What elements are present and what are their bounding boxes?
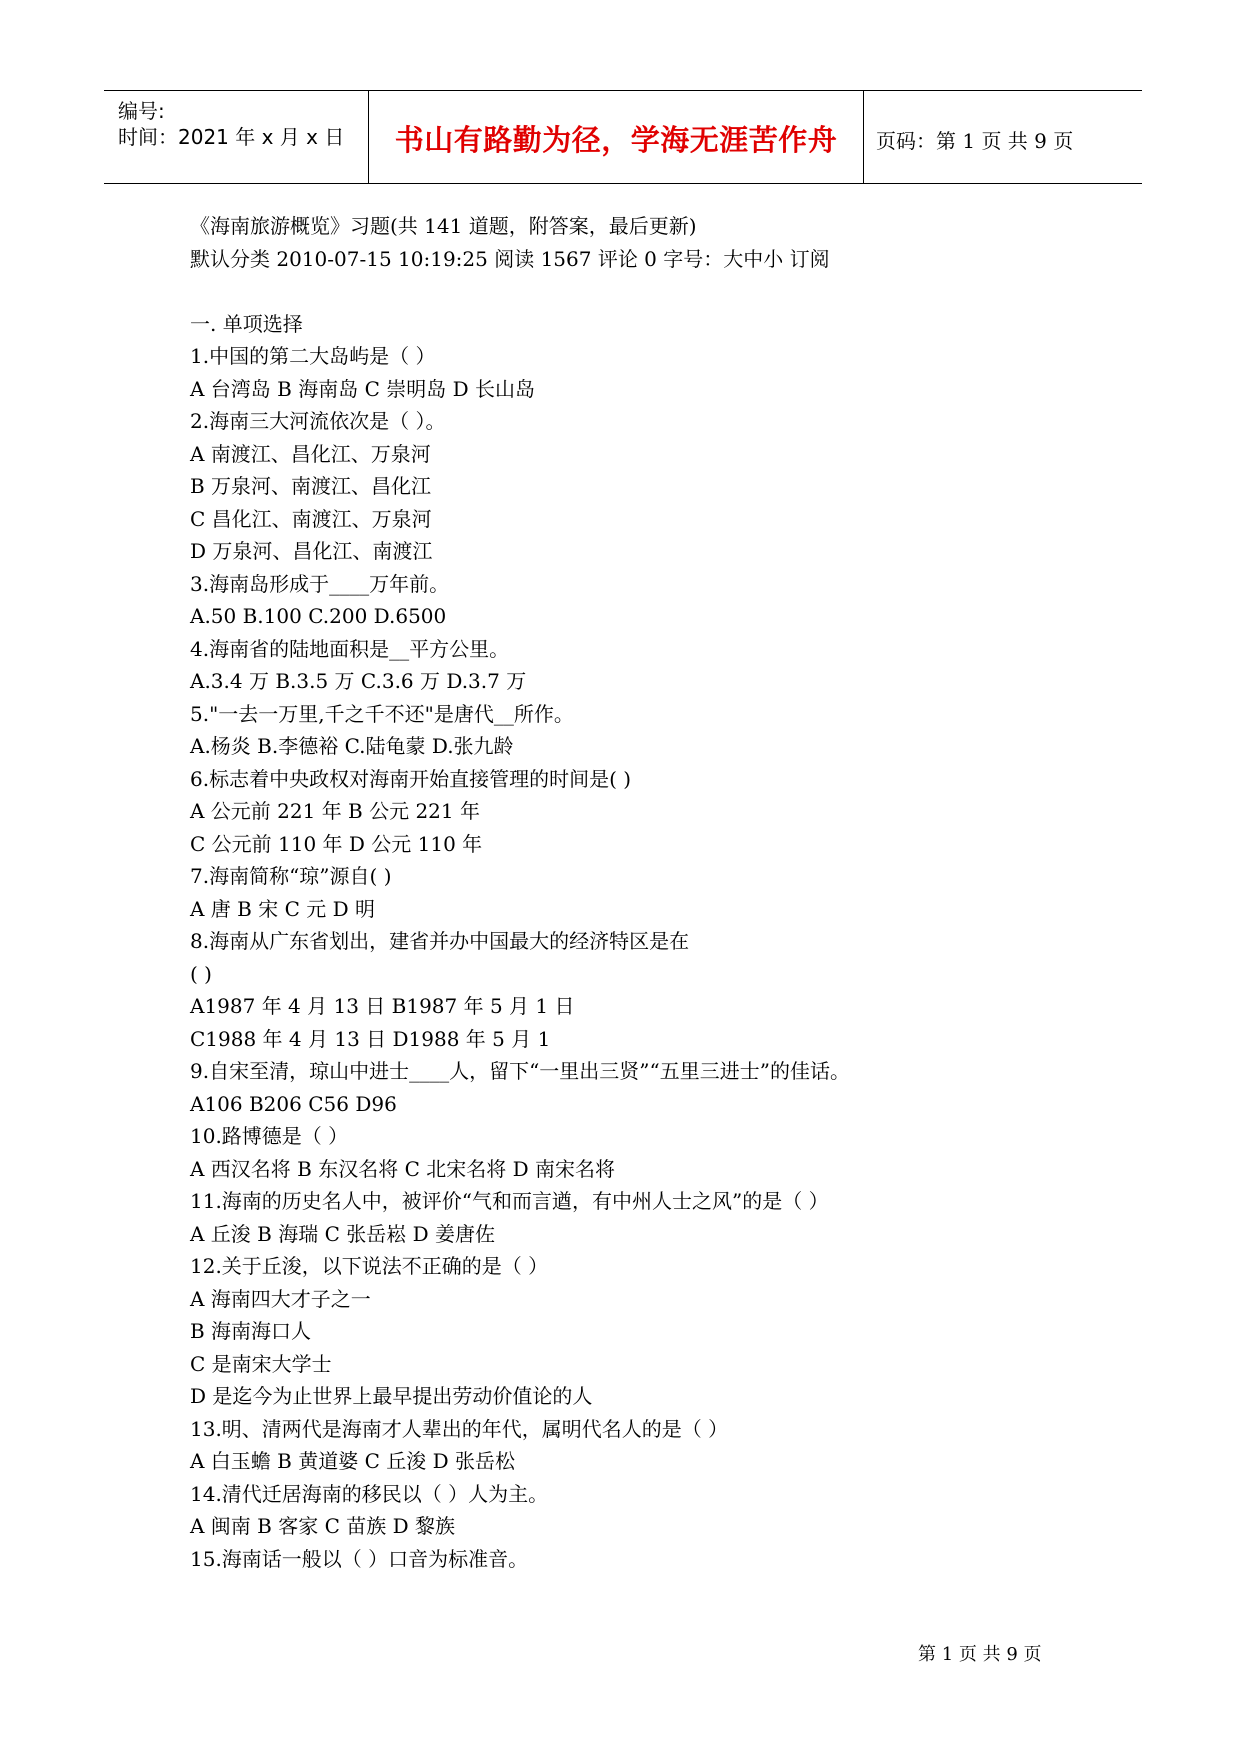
question-line: 13.明、清两代是海南才人辈出的年代，属明代名人的是（ ）	[190, 1416, 729, 1441]
question-line: 3.海南岛形成于____万年前。	[190, 571, 450, 596]
option-line: B 海南海口人	[190, 1319, 312, 1343]
document-body	[190, 210, 1090, 1575]
header-left-cell	[104, 91, 368, 183]
page-info: 页码：第 1 页 共 9 页	[876, 129, 1074, 153]
time-label: 时间：2021 年 x 月 x 日	[118, 125, 345, 149]
option-line: A 闽南 B 客家 C 苗族 D 黎族	[190, 1514, 455, 1538]
header-middle-cell	[368, 91, 864, 183]
question-line: 8.海南从广东省划出，建省并办中国最大的经济特区是在	[190, 929, 690, 953]
question-list	[190, 275, 1090, 1575]
question-line: 9.自宋至清，琼山中进士____人，留下“一里出三贤”“五里三进士”的佳话。	[190, 1059, 850, 1083]
question-line: 10.路博德是（ ）	[190, 1124, 349, 1148]
document-title: 《海南旅游概览》习题(共 141 道题，附答案，最后更新)	[190, 214, 697, 238]
option-line: C1988 年 4 月 13 日 D1988 年 5 月 1	[190, 1026, 551, 1051]
option-line: A 唐 B 宋 C 元 D 明	[190, 896, 375, 921]
option-line: C 公元前 110 年 D 公元 110 年	[190, 831, 483, 856]
option-line: A 公元前 221 年 B 公元 221 年	[190, 799, 480, 823]
option-line: A.杨炎 B.李德裕 C.陆龟蒙 D.张九龄	[190, 734, 514, 758]
page-header	[104, 90, 1142, 184]
document-meta: 默认分类 2010-07-15 10:19:25 阅读 1567 评论 0 字号：大中小 订阅	[190, 246, 830, 271]
question-line: 5."一去一万里,千之千不还"是唐代__所作。	[190, 701, 574, 726]
option-line: B 万泉河、南渡江、昌化江	[190, 474, 432, 498]
option-line: C 是南宋大学士	[190, 1351, 332, 1376]
option-line: A 西汉名将 B 东汉名将 C 北宋名将 D 南宋名将	[190, 1156, 615, 1181]
header-right-cell	[864, 91, 1142, 183]
option-line: A 南渡江、昌化江、万泉河	[190, 441, 431, 466]
option-line: D 是迄今为止世界上最早提出劳动价值论的人	[190, 1384, 593, 1408]
question-line: ( )	[190, 961, 212, 986]
question-line: 4.海南省的陆地面积是__平方公里。	[190, 636, 510, 661]
question-line: 15.海南话一般以（ ）口音为标准音。	[190, 1546, 529, 1571]
option-line: A 台湾岛 B 海南岛 C 崇明岛 D 长山岛	[190, 376, 535, 401]
option-line: A106 B206 C56 D96	[190, 1091, 397, 1116]
page-footer: 第 1 页 共 9 页	[918, 1644, 1042, 1665]
section-heading: 一. 单项选择	[190, 311, 303, 336]
question-line: 14.清代迁居海南的移民以（ ）人为主。	[190, 1481, 549, 1506]
motto: 书山有路勤为径，学海无涯苦作舟	[394, 123, 838, 157]
number-label: 编号:	[118, 99, 165, 123]
question-line: 6.标志着中央政权对海南开始直接管理的时间是( )	[190, 766, 632, 791]
option-line: A 白玉蟾 B 黄道婆 C 丘浚 D 张岳松	[190, 1449, 515, 1473]
question-line: 11.海南的历史名人中，被评价“气和而言遒，有中州人士之风”的是（ ）	[190, 1189, 829, 1213]
option-line: A.3.4 万 B.3.5 万 C.3.6 万 D.3.7 万	[190, 669, 527, 693]
option-line: A 丘浚 B 海瑞 C 张岳崧 D 姜唐佐	[190, 1221, 495, 1246]
option-line: A1987 年 4 月 13 日 B1987 年 5 月 1 日	[190, 994, 575, 1018]
option-line: D 万泉河、昌化江、南渡江	[190, 539, 433, 563]
question-line: 2.海南三大河流依次是（ ）。	[190, 409, 446, 433]
text-line	[190, 275, 1090, 308]
question-line: 12.关于丘浚，以下说法不正确的是（ ）	[190, 1254, 549, 1278]
option-line: A.50 B.100 C.200 D.6500	[190, 604, 447, 628]
option-line: A 海南四大才子之一	[190, 1286, 371, 1311]
question-line: 7.海南简称“琼”源自( )	[190, 864, 392, 888]
option-line: C 昌化江、南渡江、万泉河	[190, 506, 432, 531]
question-line: 1.中国的第二大岛屿是（ ）	[190, 344, 436, 368]
